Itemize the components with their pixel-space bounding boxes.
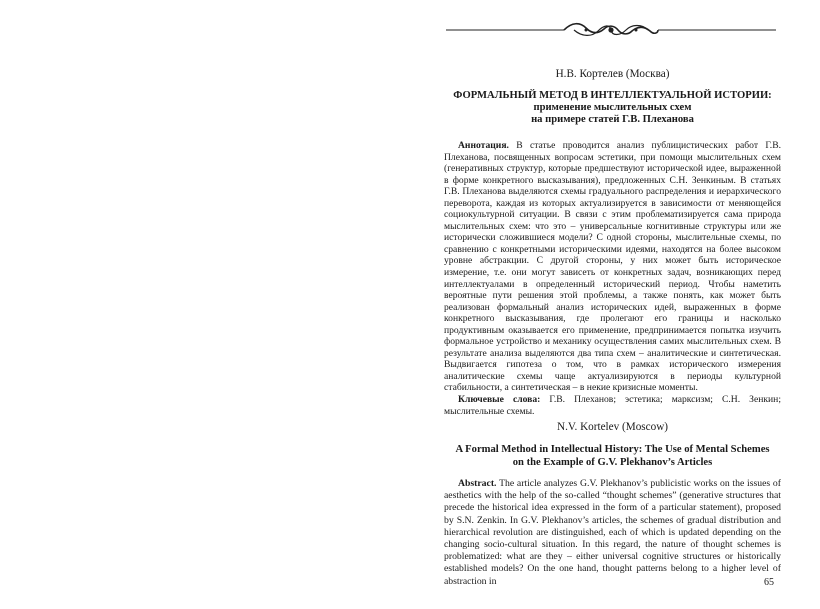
- title-en-line1: A Formal Method in Intellectual History: The Use of Mental Schemes: [455, 444, 770, 455]
- article-title-en: [444, 444, 781, 469]
- abstract-paragraph: [444, 478, 781, 588]
- abstract-text: The article analyzes G.V. Plekhanov’s publicistic works on the issues of aesthetics with the help of the so-called “thought schemes” (generative structures that precede the historical idea expressed in the form of a particular statement), proposed by S.N. Zenkin. In G.V. Plekhanov’s articles, the schemes of gradual distribution and hierarchical revolution are distinguished, each of which is updated depending on the changing socio-cultural situation. In this regard, the nature of thought schemes is problematized: what are they – either universal cognitive structures or historically established models? On the one hand, thought patterns belong to a higher level of abstraction in: [444, 478, 781, 587]
- annotation-paragraph: [444, 140, 781, 394]
- annotation-text: В статье проводится анализ публицистических работ Г.В. Плеханова, посвященных вопросам эстетики, при помощи мыслительных схем (генеративных структур, которые предшествуют исторической идее, выраженной в форме конкретного высказывания), предложенных С.Н. Зенкиным. В статьях Г.В. Плеханова выделяются схемы градуального распределения и иерархического переворота, каждая из которых актуализируется в зависимости от меняющейся социокультурной ситуации. В связи с этим проблематизируется сама природа мыслительных схем: что это – универсальные когнитивные структуры или же исторически сложившиеся модели? С одной стороны, мыслительные схемы, по сравнению с конкретными историческими идеями, находятся на более высоком уровне абстракции. С другой стороны, у них может быть историческое измерение, т.е. они могут зависеть от конкретных задач, возникающих перед интеллектуалами в определенный исторический период. Чтобы наметить вероятные пути решения этой проблемы, а также понять, как может быть реализован формальный анализ исторических идей, выраженных в форме конкретного высказывания, где пролегают его границы и насколько продуктивным оказывается его применение, предпринимается попытка изучить формальное устройство и механику осуществления самих мыслительных схем. В результате анализа выделяются два типа схем – аналитические и синтетическая. Выдвигается гипотеза о том, что в рамках исторического измерения аналитические схемы чаще актуализируются в периоды культурной стабильности, а синтетическая – в некие кризисные моменты.: [444, 140, 781, 394]
- annotation-ru: [444, 140, 781, 417]
- keywords-text: Г.В. Плеханов; эстетика; марксизм; С.Н. Зенкин; мыслительные схемы.: [444, 394, 781, 417]
- author-ru: Н.В. Кортелев (Москва): [555, 68, 670, 80]
- abstract-en: [444, 478, 781, 588]
- title-en-line2: on the Example of G.V. Plekhanov’s Articles: [512, 456, 713, 468]
- keywords-label: Ключевые слова:: [458, 394, 541, 406]
- title-ru-line3: на примере статей Г.В. Плеханова: [531, 114, 694, 125]
- abstract-label: Abstract.: [458, 478, 497, 489]
- header-ornament: [446, 20, 776, 40]
- article-title-ru: [444, 90, 781, 126]
- keywords-paragraph: [444, 394, 781, 417]
- author-en: N.V. Kortelev (Moscow): [556, 421, 669, 433]
- title-ru-line2: применение мыслительных схем: [533, 102, 692, 113]
- title-ru-line1: ФОРМАЛЬНЫЙ МЕТОД В ИНТЕЛЛЕКТУАЛЬНОЙ ИСТОРИИ:: [453, 90, 772, 101]
- page-number: 65: [764, 577, 774, 588]
- annotation-label: Аннотация.: [458, 140, 509, 151]
